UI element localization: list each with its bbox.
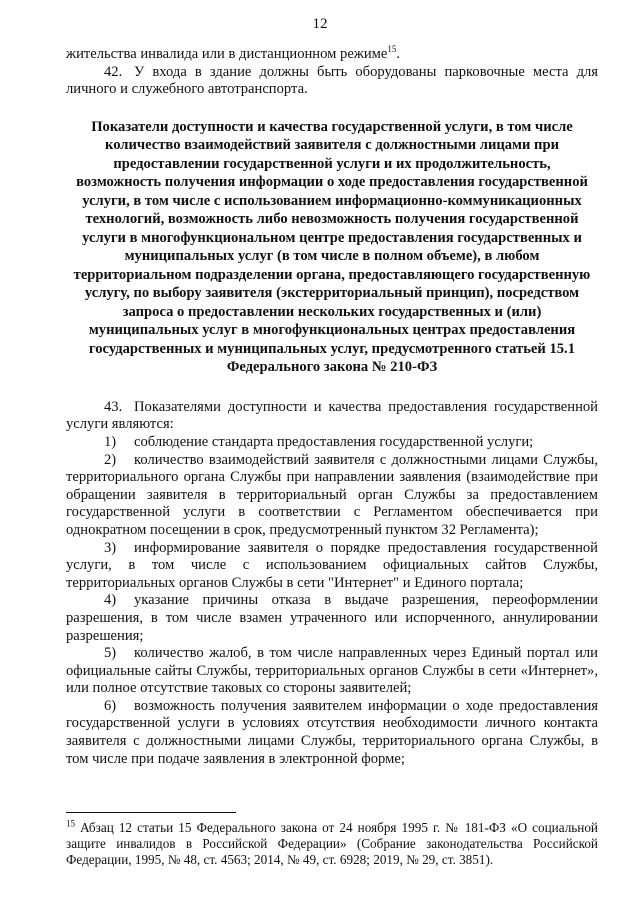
- paragraph-text: У входа в здание должны быть оборудованы парковочные места для личного и служебного автотранспорта.: [66, 63, 598, 98]
- document-body: [66, 46, 598, 768]
- footnote-text: Абзац 12 статьи 15 Федерального закона от 24 ноября 1995 г. № 181-ФЗ «О социальной защите инвалидов в Российской Федерации» (Собрание законодательства Российской Федерации, 1995, № 48, ст. 4563; 2014, № 49, ст. 6928; 2019, № 29, ст. 3851).: [66, 820, 598, 867]
- paragraph-continuation: [66, 46, 598, 64]
- item-number: 43.: [104, 398, 123, 415]
- footnote-marker: 15: [66, 818, 75, 829]
- footnote: [66, 820, 598, 868]
- page-number: 12: [312, 16, 328, 32]
- section-heading: Показатели доступности и качества государственной услуги, в том числе количество взаимодействий заявителя с должностными лицами при предоставлении государственной услуги и их продолжительность, возможность получения информации о ходе предоставления государственной услуги, в том числе с использованием информационно-коммуникационных технологий, возможность либо невозможность получения государственной услуги в многофункциональном центре предоставления государственных и муниципальных услуг (в том числе в полном объеме), в любом территориальном подразделении органа, предоставляющего государственную услугу, по выбору заявителя (экстерриториальный принцип), посредством запроса о предоставлении нескольких государственных и (или) муниципальных услуг в многофункциональных центрах предоставления государственных и муниципальных услуг, предусмотренного статьей 15.1 Федерального закона № 210-ФЗ: [73, 118, 591, 376]
- item-number: 2): [104, 451, 117, 468]
- footnote-reference: 15: [387, 44, 397, 55]
- list-item: [66, 452, 598, 540]
- item-number: 42.: [104, 63, 123, 80]
- paragraph-tail: .: [396, 46, 401, 62]
- list-item-text: количество взаимодействий заявителя с должностными лицами Службы, территориального органа Службы при направлении заявления (взаимодействие при обращении заявителя в территориальный орган Службы за предоставлением государственной услуги в соответствии с Регламентом обеспечивается при однократном посещении в срок, предусмотренный пунктом 32 Регламента);: [66, 451, 598, 538]
- paragraph-42: [66, 64, 598, 99]
- paragraph-text: жительства инвалида или в дистанционном режиме: [66, 46, 388, 62]
- item-number: 3): [104, 539, 117, 556]
- list-item-text: информирование заявителя о порядке предоставления государственной услуги, в том числе с использованием официальных сайтов Службы, территориальных органов Службы в сети "Интернет" и Единого портала;: [66, 539, 598, 591]
- item-number: 4): [104, 592, 117, 609]
- list-item-text: соблюдение стандарта предоставления государственной услуги;: [134, 433, 534, 450]
- list-item-text: возможность получения заявителем информации о ходе предоставления государственной услуги в условиях отсутствия необходимости личного контакта заявителя с должностными лицами Службы, территориального органа Службы, в том числе при подаче заявления в электронной форме;: [66, 697, 598, 767]
- paragraph-43: [66, 399, 598, 434]
- list-item: [66, 434, 598, 452]
- list-item-text: количество жалоб, в том числе направленных через Единый портал или официальные сайты Службы, территориальных органов Службы в сети «Интернет», или полное отсутствие таковых со стороны заявителей;: [66, 645, 598, 697]
- list-item: [66, 592, 598, 645]
- list-item: [66, 540, 598, 593]
- item-number: 1): [104, 433, 117, 450]
- footnote-separator: [66, 812, 236, 813]
- paragraph-text: Показателями доступности и качества предоставления государственной услуги являются:: [66, 398, 598, 433]
- item-number: 6): [104, 697, 117, 714]
- list-item: [66, 645, 598, 698]
- list-item: [66, 698, 598, 768]
- item-number: 5): [104, 645, 117, 662]
- list-item-text: указание причины отказа в выдаче разрешения, переоформлении разрешения, в том числе взамен утраченного или испорченного, аннулировании разрешения;: [66, 592, 598, 644]
